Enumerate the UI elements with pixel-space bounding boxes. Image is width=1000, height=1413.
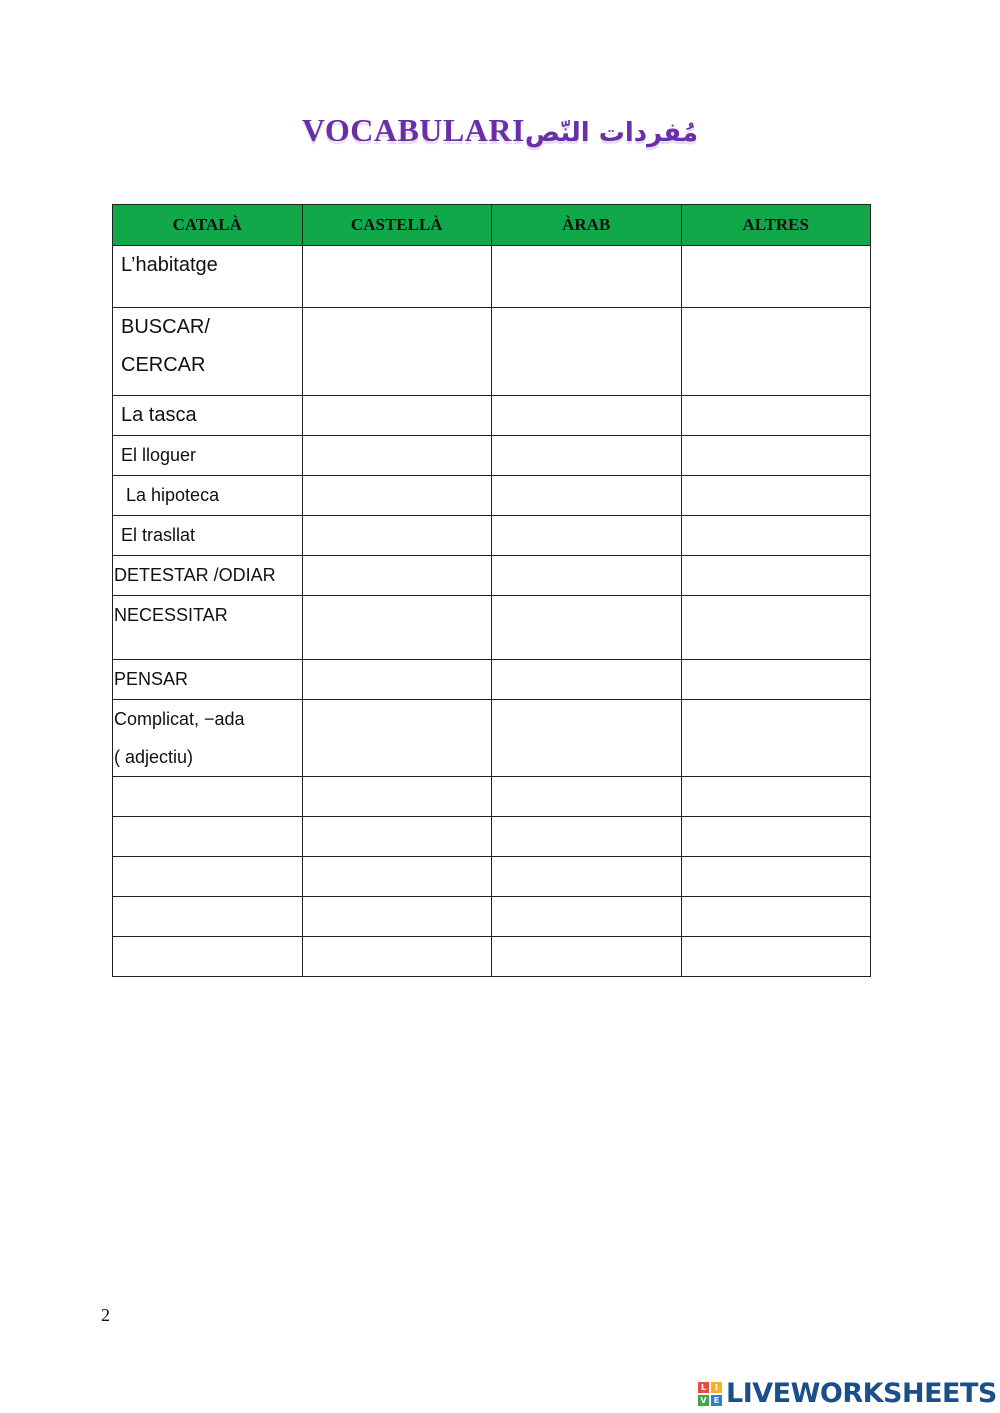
catalan-term-cell: El trasllat (113, 516, 303, 556)
catalan-term-cell: NECESSITAR (113, 596, 303, 660)
logo-letter-l: L (698, 1382, 709, 1393)
table-row (113, 596, 871, 660)
table-row (113, 246, 871, 308)
liveworksheets-icon (698, 1382, 722, 1406)
altres-answer-cell[interactable] (681, 817, 871, 857)
table-row (113, 817, 871, 857)
title-latin: VOCABULARI (301, 112, 525, 148)
arab-answer-cell[interactable] (492, 937, 682, 977)
header-arab: ÀRAB (492, 205, 682, 246)
logo-letter-i: I (711, 1382, 722, 1393)
altres-answer-cell[interactable] (681, 777, 871, 817)
arab-answer-cell[interactable] (492, 556, 682, 596)
table-row (113, 436, 871, 476)
page-number: 2 (101, 1305, 110, 1325)
castella-answer-cell[interactable] (302, 937, 492, 977)
header-altres: ALTRES (681, 205, 871, 246)
castella-answer-cell[interactable] (302, 777, 492, 817)
catalan-term-cell (113, 897, 303, 937)
brand-logo (698, 1378, 997, 1409)
arab-answer-cell[interactable] (492, 476, 682, 516)
table-row (113, 516, 871, 556)
arab-answer-cell[interactable] (492, 857, 682, 897)
altres-answer-cell[interactable] (681, 857, 871, 897)
logo-letter-e: E (711, 1395, 722, 1406)
arab-answer-cell[interactable] (492, 897, 682, 937)
altres-answer-cell[interactable] (681, 396, 871, 436)
catalan-term-cell: Complicat, −ada ( adjectiu) (113, 700, 303, 777)
catalan-term-cell: PENSAR (113, 660, 303, 700)
altres-answer-cell[interactable] (681, 897, 871, 937)
altres-answer-cell[interactable] (681, 596, 871, 660)
table-row (113, 476, 871, 516)
castella-answer-cell[interactable] (302, 897, 492, 937)
castella-answer-cell[interactable] (302, 817, 492, 857)
catalan-term-cell: DETESTAR /ODIAR (113, 556, 303, 596)
brand-name: LIVEWORKSHEETS (726, 1378, 997, 1409)
castella-answer-cell[interactable] (302, 700, 492, 777)
altres-answer-cell[interactable] (681, 436, 871, 476)
arab-answer-cell[interactable] (492, 396, 682, 436)
castella-answer-cell[interactable] (302, 516, 492, 556)
castella-answer-cell[interactable] (302, 436, 492, 476)
altres-answer-cell[interactable] (681, 700, 871, 777)
castella-answer-cell[interactable] (302, 246, 492, 308)
altres-answer-cell[interactable] (681, 516, 871, 556)
castella-answer-cell[interactable] (302, 308, 492, 396)
table-header-row (113, 205, 871, 246)
catalan-term-cell: L’habitatge (113, 246, 303, 308)
catalan-term-cell: La hipoteca (113, 476, 303, 516)
table-row (113, 660, 871, 700)
altres-answer-cell[interactable] (681, 660, 871, 700)
catalan-term-cell: La tasca (113, 396, 303, 436)
arab-answer-cell[interactable] (492, 700, 682, 777)
catalan-term-cell: BUSCAR/ CERCAR (113, 308, 303, 396)
altres-answer-cell[interactable] (681, 556, 871, 596)
title-arabic: مُفردات النّص (524, 118, 699, 148)
altres-answer-cell[interactable] (681, 246, 871, 308)
arab-answer-cell[interactable] (492, 660, 682, 700)
table-row (113, 857, 871, 897)
arab-answer-cell[interactable] (492, 596, 682, 660)
page-title (0, 112, 1000, 149)
catalan-term-cell (113, 857, 303, 897)
catalan-term-cell: El lloguer (113, 436, 303, 476)
table-row (113, 937, 871, 977)
castella-answer-cell[interactable] (302, 857, 492, 897)
castella-answer-cell[interactable] (302, 660, 492, 700)
altres-answer-cell[interactable] (681, 937, 871, 977)
header-castella: CASTELLÀ (302, 205, 492, 246)
header-catala: CATALÀ (113, 205, 303, 246)
table-row (113, 897, 871, 937)
catalan-term-cell (113, 937, 303, 977)
table-body (113, 246, 871, 977)
castella-answer-cell[interactable] (302, 476, 492, 516)
vocabulary-table (112, 204, 871, 977)
table-row (113, 308, 871, 396)
arab-answer-cell[interactable] (492, 777, 682, 817)
catalan-term-cell (113, 777, 303, 817)
arab-answer-cell[interactable] (492, 308, 682, 396)
arab-answer-cell[interactable] (492, 817, 682, 857)
logo-letter-v: V (698, 1395, 709, 1406)
table-row (113, 777, 871, 817)
castella-answer-cell[interactable] (302, 596, 492, 660)
table-row (113, 700, 871, 777)
arab-answer-cell[interactable] (492, 516, 682, 556)
table-row (113, 556, 871, 596)
altres-answer-cell[interactable] (681, 476, 871, 516)
table-row (113, 396, 871, 436)
altres-answer-cell[interactable] (681, 308, 871, 396)
arab-answer-cell[interactable] (492, 246, 682, 308)
castella-answer-cell[interactable] (302, 396, 492, 436)
castella-answer-cell[interactable] (302, 556, 492, 596)
arab-answer-cell[interactable] (492, 436, 682, 476)
catalan-term-cell (113, 817, 303, 857)
